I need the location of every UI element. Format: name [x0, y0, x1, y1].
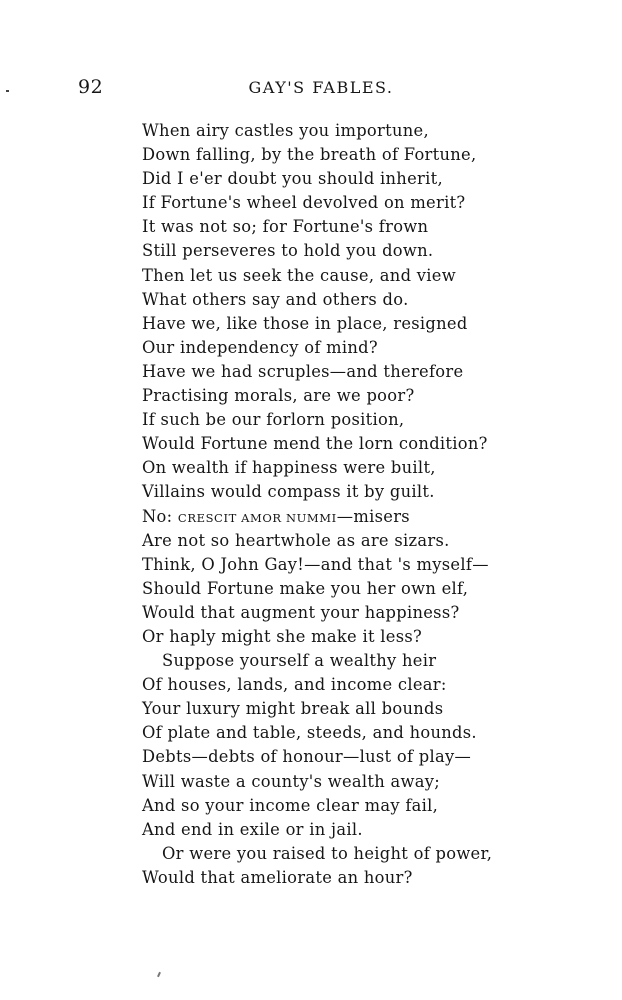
- verse-line: When airy castles you importune,: [142, 121, 429, 140]
- verse-line: Did I e'er doubt you should inherit,: [142, 169, 443, 189]
- verse-line: Would Fortune mend the lorn condition?: [142, 434, 488, 454]
- verse-line: Would that ameliorate an hour?: [142, 867, 413, 887]
- verse-line: Your luxury might break all bounds: [142, 699, 444, 719]
- poem-text: [142, 119, 492, 890]
- running-title: GAY'S FABLES.: [248, 78, 394, 97]
- latin-tail: —misers: [336, 506, 410, 526]
- verse-line: Down falling, by the breath of Fortune,: [142, 145, 477, 165]
- verse-line: Will waste a county's wealth away;: [142, 771, 441, 791]
- verse-line: Practising morals, are we poor?: [142, 386, 415, 406]
- verse-line: And so your income clear may fail,: [142, 795, 439, 815]
- verse-line: Would that augment your happiness?: [142, 602, 460, 622]
- verse-line: Or haply might she make it less?: [142, 626, 423, 646]
- margin-speck: [157, 972, 161, 977]
- verse-line: Of plate and table, steeds, and hounds.: [142, 723, 477, 743]
- verse-line: What others say and others do.: [142, 289, 409, 309]
- verse-line: Of houses, lands, and income clear:: [142, 675, 447, 695]
- latin-phrase: CRESCIT AMOR NUMMI: [177, 510, 337, 525]
- verse-line: Then let us seek the cause, and view: [142, 265, 456, 285]
- verse-line-latin: [142, 505, 492, 529]
- verse-line: If Fortune's wheel devolved on merit?: [142, 193, 466, 213]
- verse-line: Think, O John Gay!—and that 's myself—: [142, 554, 489, 574]
- verse-line-indented: Or were you raised to height of power,: [162, 843, 493, 863]
- verse-line: Debts—debts of honour—lust of play—: [142, 747, 472, 767]
- verse-line: On wealth if happiness were built,: [142, 458, 436, 478]
- verse-line: Should Fortune make you her own elf,: [142, 578, 469, 598]
- page-number: 92: [78, 76, 104, 98]
- verse-line: Our independency of mind?: [142, 337, 378, 357]
- verse-line: Are not so heartwhole as are sizars.: [142, 530, 450, 550]
- verse-line: It was not so; for Fortune's frown: [142, 217, 429, 237]
- verse-line: Still perseveres to hold you down.: [142, 241, 434, 261]
- verse-line: Have we had scruples—and therefore: [142, 361, 464, 381]
- verse-line: Villains would compass it by guilt.: [142, 482, 435, 502]
- verse-line-indented: Suppose yourself a wealthy heir: [162, 651, 437, 671]
- verse-line: And end in exile or in jail.: [142, 819, 363, 839]
- latin-lead: No:: [142, 506, 178, 526]
- verse-line: If such be our forlorn position,: [142, 410, 405, 430]
- verse-line: Have we, like those in place, resigned: [142, 313, 468, 333]
